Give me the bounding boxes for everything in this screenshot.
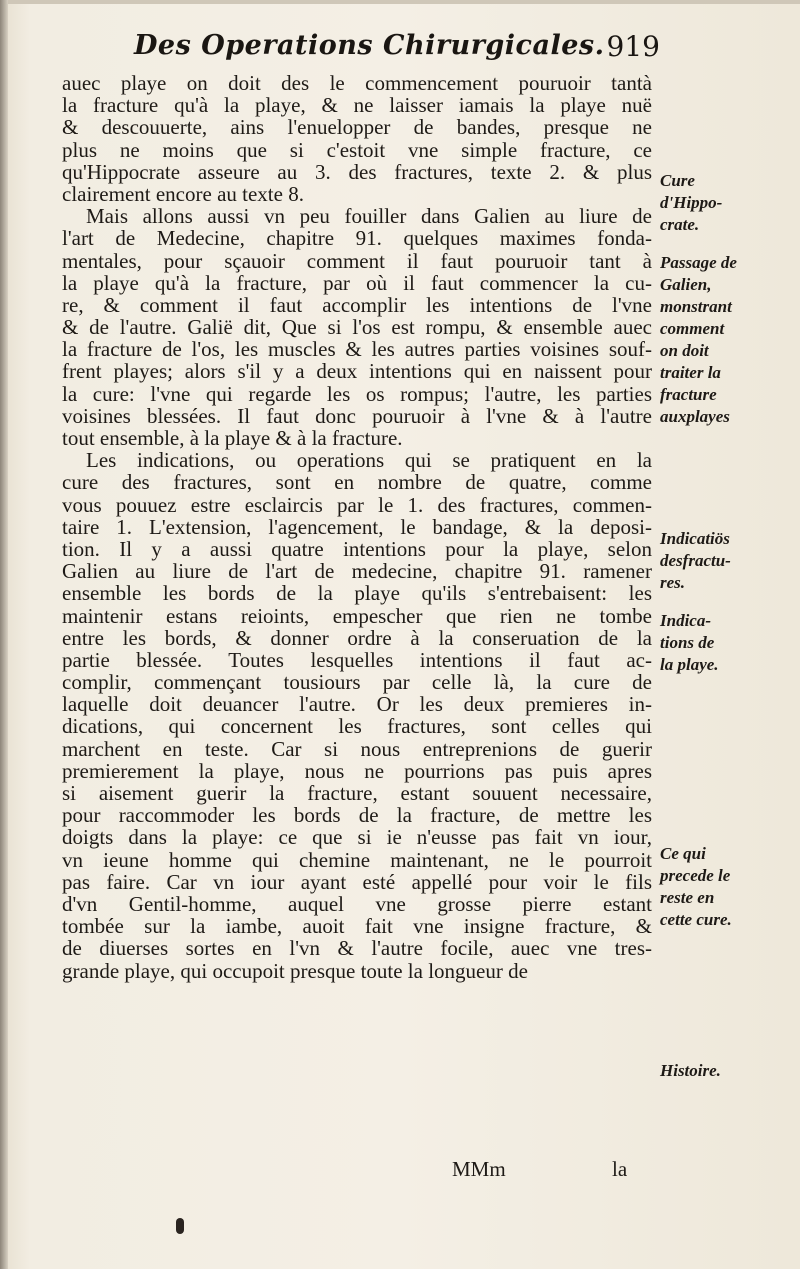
text-line: de diuerses sortes en l'vn & l'autre focile, auec vne tres- — [62, 936, 652, 961]
text-line: maintenir estans reioints, empescher que rien ne tombe — [62, 603, 652, 628]
margin-note — [660, 1060, 795, 1082]
text-line: partie blessée. Toutes lesquelles intentions il faut ac- — [62, 647, 652, 672]
margin-note-line: Ce qui — [660, 844, 706, 863]
text-line: dications, qui concernent les fractures, sont celles qui — [62, 714, 652, 739]
text-line: pas faire. Car vn iour ayant esté appellé pour voir le fils — [62, 869, 652, 894]
text-line: tout ensemble, à la playe & à la fracture. — [62, 426, 403, 450]
margin-note-line: precede le — [660, 866, 731, 885]
margin-note-line: la playe. — [660, 655, 719, 674]
text-line: auec playe on doit des le commencement pouruoir tantà — [62, 71, 652, 95]
ink-blot — [176, 1218, 184, 1234]
margin-note — [660, 252, 795, 428]
text-line: pour raccommoder les bords de la fracture, de mettre les — [62, 803, 652, 828]
margin-note-line: Galien, — [660, 275, 712, 294]
text-line: cure des fractures, sont en nombre de quatre, comme — [62, 470, 652, 495]
text-line: l'art de Medecine, chapitre 91. quelques maximes fonda- — [62, 226, 652, 251]
text-line: complir, commençant tousiours par celle là, la cure de — [62, 670, 652, 695]
text-line: d'vn Gentil-homme, auquel vne grosse pierre estant — [62, 891, 652, 916]
text-line: Mais allons aussi vn peu fouiller dans Galien au liure de — [86, 204, 652, 229]
running-head-title: Des Operations Chirurgicales. — [134, 30, 605, 61]
margin-note-line: Indicatiös — [660, 529, 730, 548]
text-line: la fracture qu'à la playe, & ne laisser iamais la playe nuë — [62, 93, 652, 118]
catchword: la — [612, 1157, 628, 1181]
text-line: la cure: l'vne qui regarde les os rompus; l'autre, les parties — [62, 381, 652, 406]
text-line: vn ieune homme qui chemine maintenant, ne le pourroit — [62, 847, 652, 872]
text-line: vous pouuez estre esclaircis par le 1. des fractures, commen- — [62, 492, 652, 517]
margin-note-line: desfractu- — [660, 551, 731, 570]
page-gutter-edge — [0, 0, 8, 1269]
text-line: & descouuerte, ains l'enuelopper de bandes, presque ne — [62, 115, 652, 140]
margin-note — [660, 170, 795, 236]
text-line: Les indications, ou operations qui se pratiquent en la — [86, 448, 652, 473]
text-line: laquelle doit deuancer l'autre. Or les deux premieres in- — [62, 692, 652, 717]
text-line: clairement encore au texte 8. — [62, 181, 304, 206]
text-line: mentales, pour sçauoir comment il faut pouruoir tant à — [62, 248, 652, 273]
text-line: tombée sur la iambe, auoit fait vne insigne fracture, & — [62, 914, 652, 939]
page-number: 919 — [606, 30, 660, 63]
text-line: tion. Il y a aussi quatre intentions pour la playe, selon — [62, 536, 652, 561]
margin-note-line: Histoire. — [660, 1061, 721, 1080]
text-line: si aisement guerir la fracture, estant souuent necessaire, — [62, 781, 652, 805]
margin-note — [660, 528, 795, 594]
margin-note-line: comment — [660, 319, 725, 338]
text-line: la fracture de l'os, les muscles & les autres parties voisines souf- — [62, 337, 652, 362]
text-line: grande playe, qui occupoit presque toute la longueur de — [62, 958, 528, 983]
running-head — [134, 30, 664, 74]
margin-note-line: cette cure. — [660, 910, 732, 929]
margin-note — [660, 610, 795, 676]
text-line: Galien au liure de l'art de medecine, chapitre 91. ramener — [62, 559, 652, 584]
margin-note-line: on doit — [660, 341, 709, 360]
body-text — [62, 72, 652, 982]
text-line: plus ne moins que si c'estoit vne simple fracture, ce — [62, 137, 652, 162]
text-line: marchent en teste. Car si nous entreprenions de guerir — [62, 736, 652, 761]
text-line: frent playes; alors s'il y a deux intentions qui en naissent pour — [62, 359, 652, 384]
margin-note-line: crate. — [660, 215, 700, 234]
signature-mark: MMm — [452, 1157, 506, 1181]
text-line: ensemble les bords de la playe qu'ils s'entrebaisent: les — [62, 581, 652, 606]
text-line: taire 1. L'extension, l'agencement, le bandage, & la deposi- — [62, 514, 652, 539]
margin-note-line: Passage de — [660, 253, 737, 272]
margin-note-line: auxplayes — [660, 407, 730, 426]
text-line: doigts dans la playe: ce que si ie n'eusse pas fait vn iour, — [62, 825, 652, 850]
margin-note-line: Indica- — [660, 611, 711, 630]
margin-note-line: d'Hippo- — [660, 193, 723, 212]
text-line: & de l'autre. Galië dit, Que si l'os est rompu, & ensemble auec — [62, 315, 652, 340]
text-line: entre les bords, & donner ordre à la conseruation de la — [62, 625, 652, 650]
text-line: qu'Hippocrate asseure au 3. des fractures, texte 2. & plus — [62, 159, 652, 184]
text-line: voisines blessées. Il faut donc pouruoir à l'vne & à l'autre — [62, 403, 652, 428]
text-line: re, & comment il faut accomplir les intentions de l'vne — [62, 292, 652, 317]
margin-note-line: fracture — [660, 385, 717, 404]
margin-note-line: tions de — [660, 633, 715, 652]
margin-note-line: monstrant — [660, 297, 732, 316]
page-top-edge — [8, 0, 800, 4]
margin-note-line: traiter la — [660, 363, 721, 382]
text-line: la playe qu'à la fracture, par où il faut commencer la cu- — [62, 270, 652, 295]
margin-note-line: reste en — [660, 888, 715, 907]
margin-note-line: Cure — [660, 171, 695, 190]
margin-note — [660, 843, 795, 931]
text-line: premierement la playe, nous ne pourrions pas puis apres — [62, 758, 652, 783]
margin-note-line: res. — [660, 573, 686, 592]
